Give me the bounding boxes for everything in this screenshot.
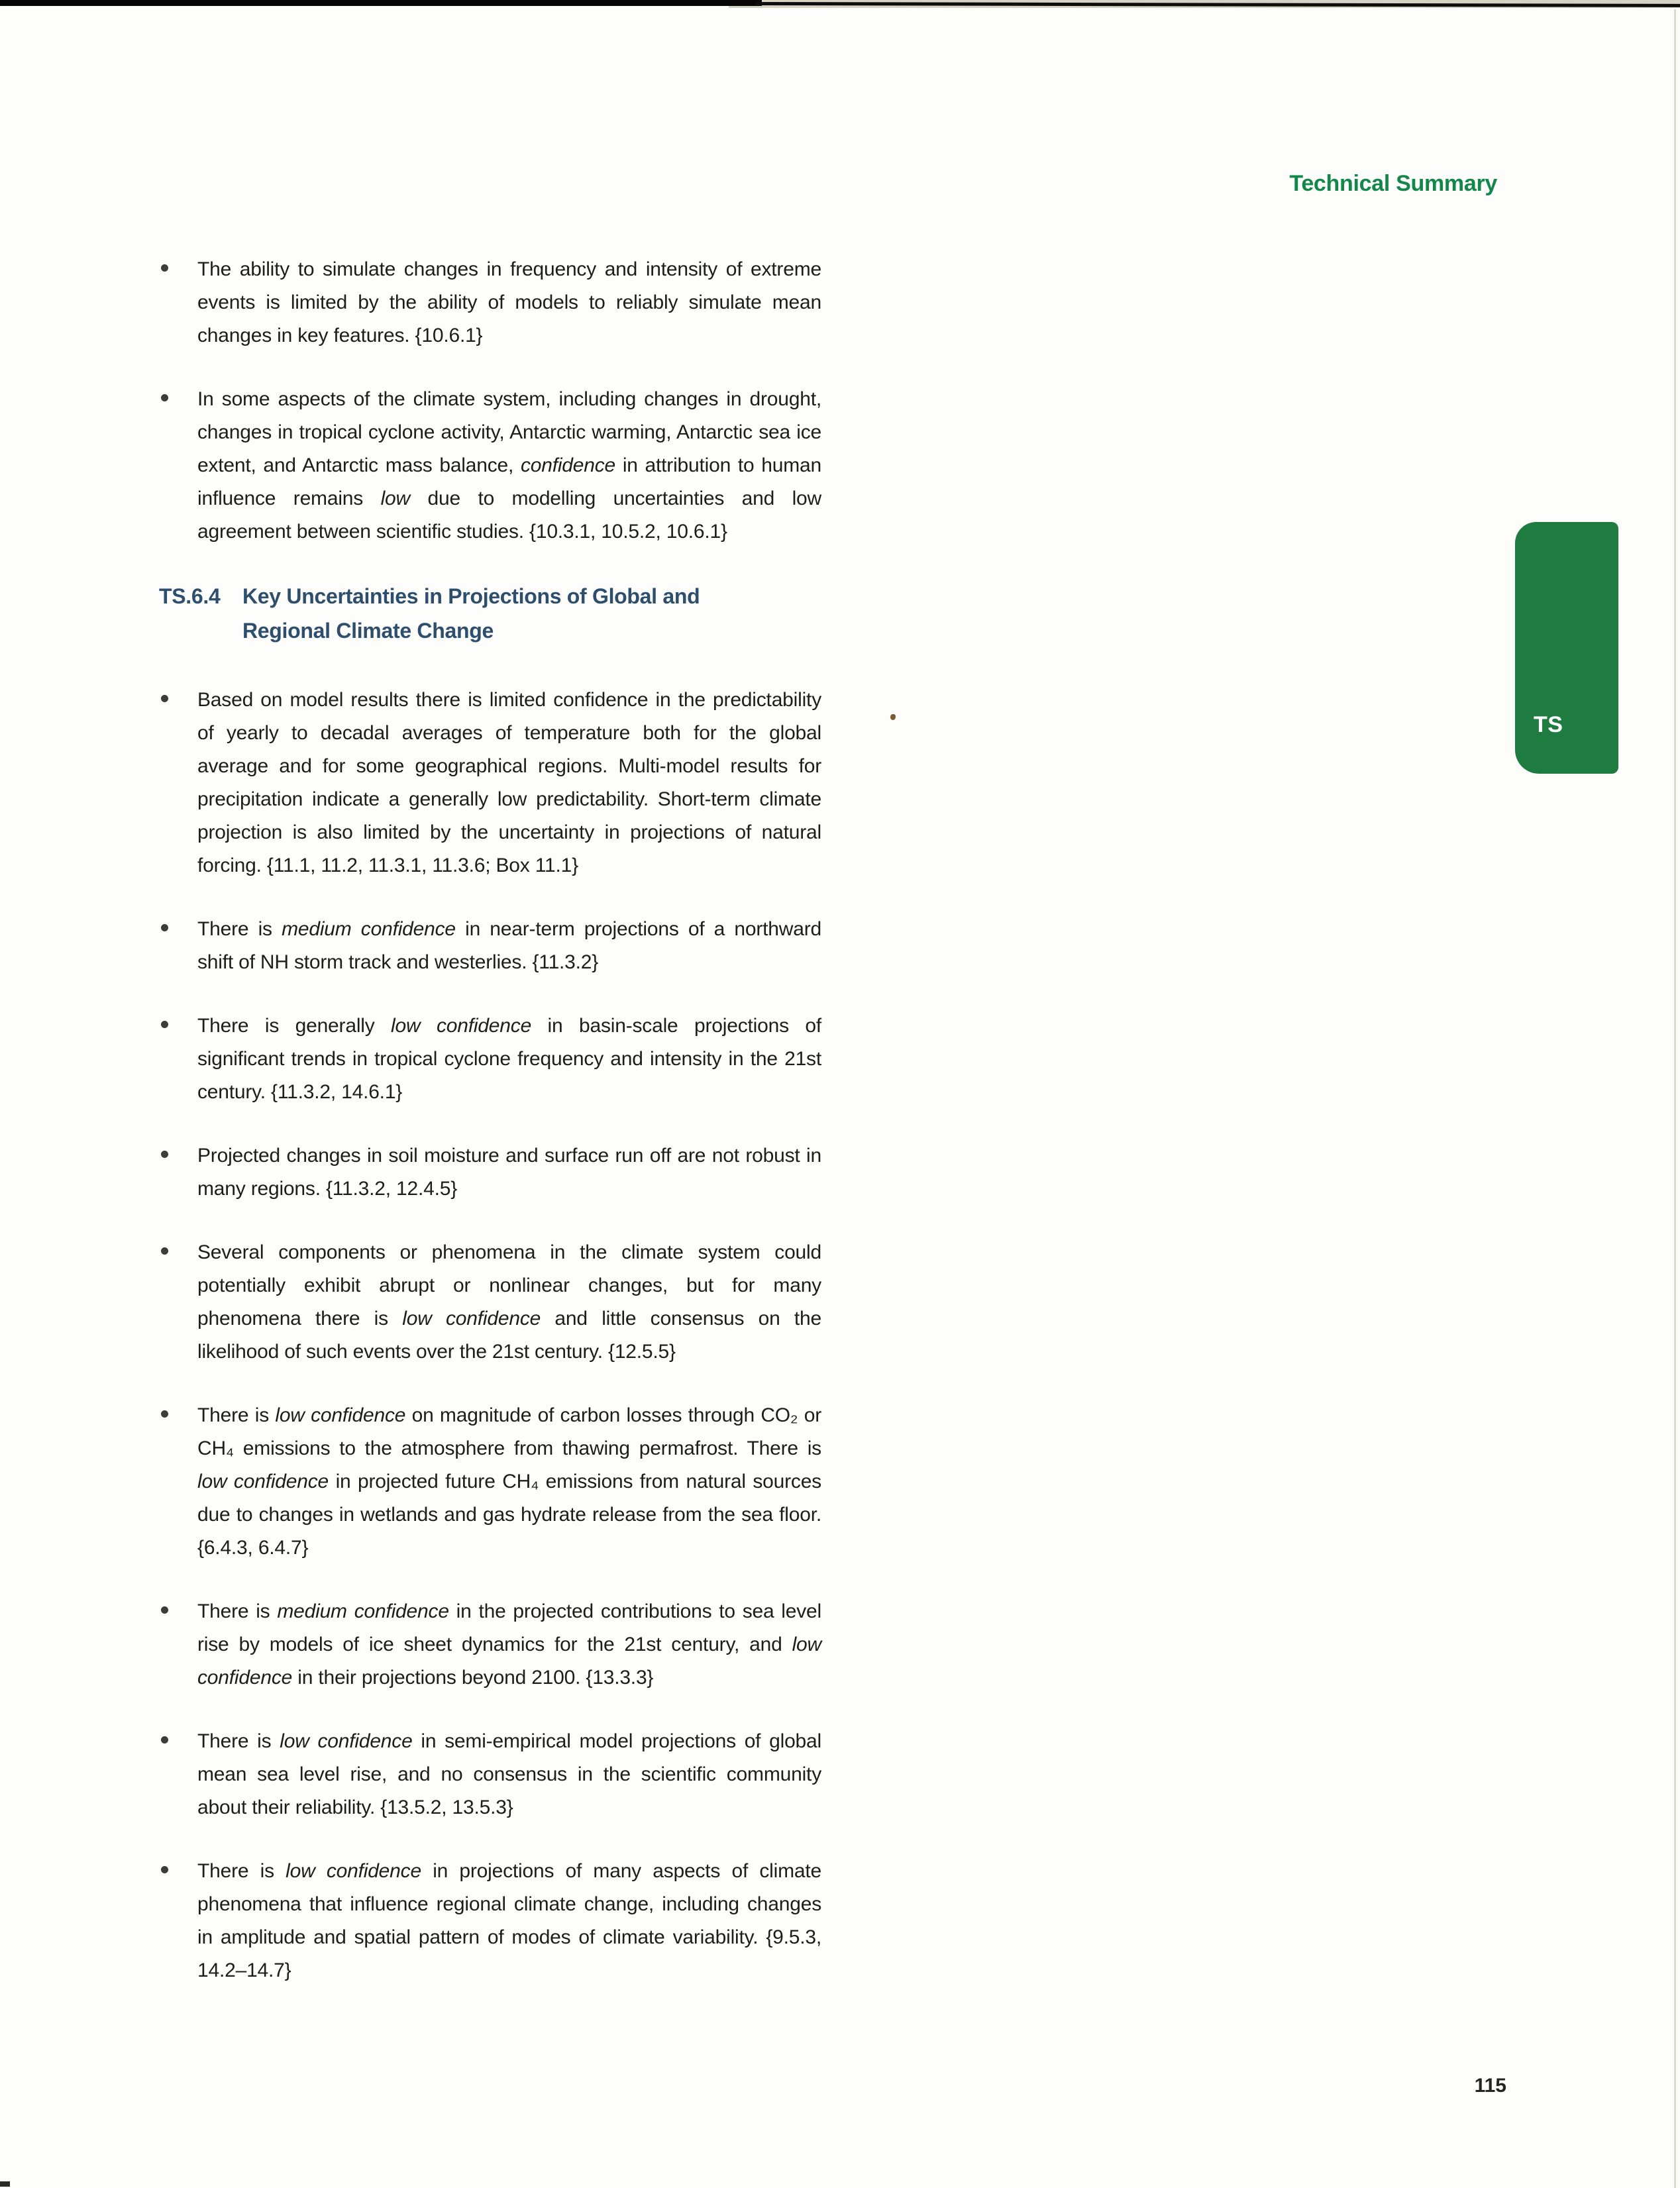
bullet-item bbox=[159, 1139, 821, 1206]
bullet-text: There is medium confidence in near-term projections of a northward shift of NH storm track and westerlies. {11.3.2} bbox=[197, 918, 821, 973]
bullet-item bbox=[159, 1595, 821, 1694]
bullet-dot bbox=[161, 924, 168, 931]
section-heading bbox=[159, 579, 821, 648]
scan-corner-mark bbox=[0, 2181, 10, 2187]
bullet-item bbox=[159, 913, 821, 979]
bullet-item bbox=[159, 684, 821, 882]
bullet-text: Based on model results there is limited confidence in the predictability of yearly to decadal averages of temperature both for the global average and for some geographical regions. Multi-model results for precipitation indicate a generally low predictability. Short-term climate projection is also limited by the uncertainty in projections of natural forcing. {11.1, 11.2, 11.3.1, 11.3.6; Box 11.1} bbox=[197, 689, 821, 876]
bullet-text: There is generally low confidence in basin-scale projections of significant trends in tropical cyclone frequency and intensity in the 21st century. {11.3.2, 14.6.1} bbox=[197, 1015, 821, 1103]
chapter-side-tab bbox=[1515, 522, 1618, 774]
bullet-dot bbox=[161, 1410, 168, 1418]
section-number: TS.6.4 bbox=[159, 584, 221, 608]
bullet-dot bbox=[161, 264, 168, 272]
bullet-text: Projected changes in soil moisture and surface run off are not robust in many regions. {11.3.2, 12.4.5} bbox=[197, 1145, 821, 1200]
bullet-item bbox=[159, 1725, 821, 1824]
bullet-item bbox=[159, 1010, 821, 1109]
bullet-dot bbox=[161, 1866, 168, 1873]
bullet-text: There is medium confidence in the projected contributions to sea level rise by models of ice sheet dynamics for the 21st century, and low confidence in their projections beyond 2100. {13.3.3} bbox=[197, 1600, 822, 1689]
page-edge-shadow bbox=[1674, 9, 1676, 2188]
bullet-dot bbox=[161, 695, 168, 702]
bullet-dot bbox=[161, 1736, 168, 1744]
running-header: Technical Summary bbox=[1289, 171, 1497, 196]
bullet-text: In some aspects of the climate system, including changes in drought, changes in tropical cyclone activity, Antarctic warming, Antarctic sea ice extent, and Antarctic mass balance, confidence in attribution to human influence remains low due to modelling uncertainties and low agreement between scientific studies. {10.3.1, 10.5.2, 10.6.1} bbox=[197, 388, 822, 543]
bullet-dot bbox=[161, 1151, 168, 1158]
bullet-text: The ability to simulate changes in frequency and intensity of extreme events is limited by the ability of models to reliably simulate mean changes in key features. {10.6.1} bbox=[197, 258, 821, 346]
bullet-text: There is low confidence in projections of many aspects of climate phenomena that influence regional climate change, including changes in amplitude and spatial pattern of modes of climate variability. {9.5.3, 14.2–14.7} bbox=[197, 1860, 821, 1981]
bullet-text: There is low confidence on magnitude of carbon losses through CO₂ or CH₄ emissions to the atmosphere from thawing permafrost. There is low confidence in projected future CH₄ emissions from natural sources due to changes in wetlands and gas hydrate release from the sea floor. {6.4.3, 6.4.7} bbox=[197, 1404, 822, 1559]
section-title-line: Regional Climate Change bbox=[242, 619, 494, 643]
bullet-text: There is low confidence in semi-empirical model projections of global mean sea level rise, and no consensus in the scientific community about their reliability. {13.5.2, 13.5.3} bbox=[197, 1730, 821, 1818]
bullet-item bbox=[159, 1236, 821, 1369]
bullet-item bbox=[159, 383, 821, 548]
bullet-dot bbox=[161, 1606, 168, 1614]
content-column bbox=[159, 253, 821, 2018]
bullet-item bbox=[159, 253, 821, 352]
bullet-dot bbox=[161, 1247, 168, 1255]
page-number: 115 bbox=[1474, 2075, 1506, 2097]
bullet-dot bbox=[161, 1021, 168, 1028]
chapter-side-tab-label: TS bbox=[1534, 712, 1563, 737]
bullet-item bbox=[159, 1855, 821, 1987]
bullet-text: Several components or phenomena in the climate system could potentially exhibit abrupt or nonlinear changes, but for many phenomena there is low confidence and little consensus on the likelihood of such events over the 21st century. {12.5.5} bbox=[197, 1241, 821, 1363]
scan-speck bbox=[890, 714, 896, 720]
bullet-dot bbox=[161, 394, 168, 401]
section-title-line: Key Uncertainties in Projections of Global and bbox=[242, 584, 700, 608]
section-title bbox=[242, 579, 821, 648]
bullet-item bbox=[159, 1399, 821, 1565]
scan-edge-black bbox=[0, 0, 762, 6]
